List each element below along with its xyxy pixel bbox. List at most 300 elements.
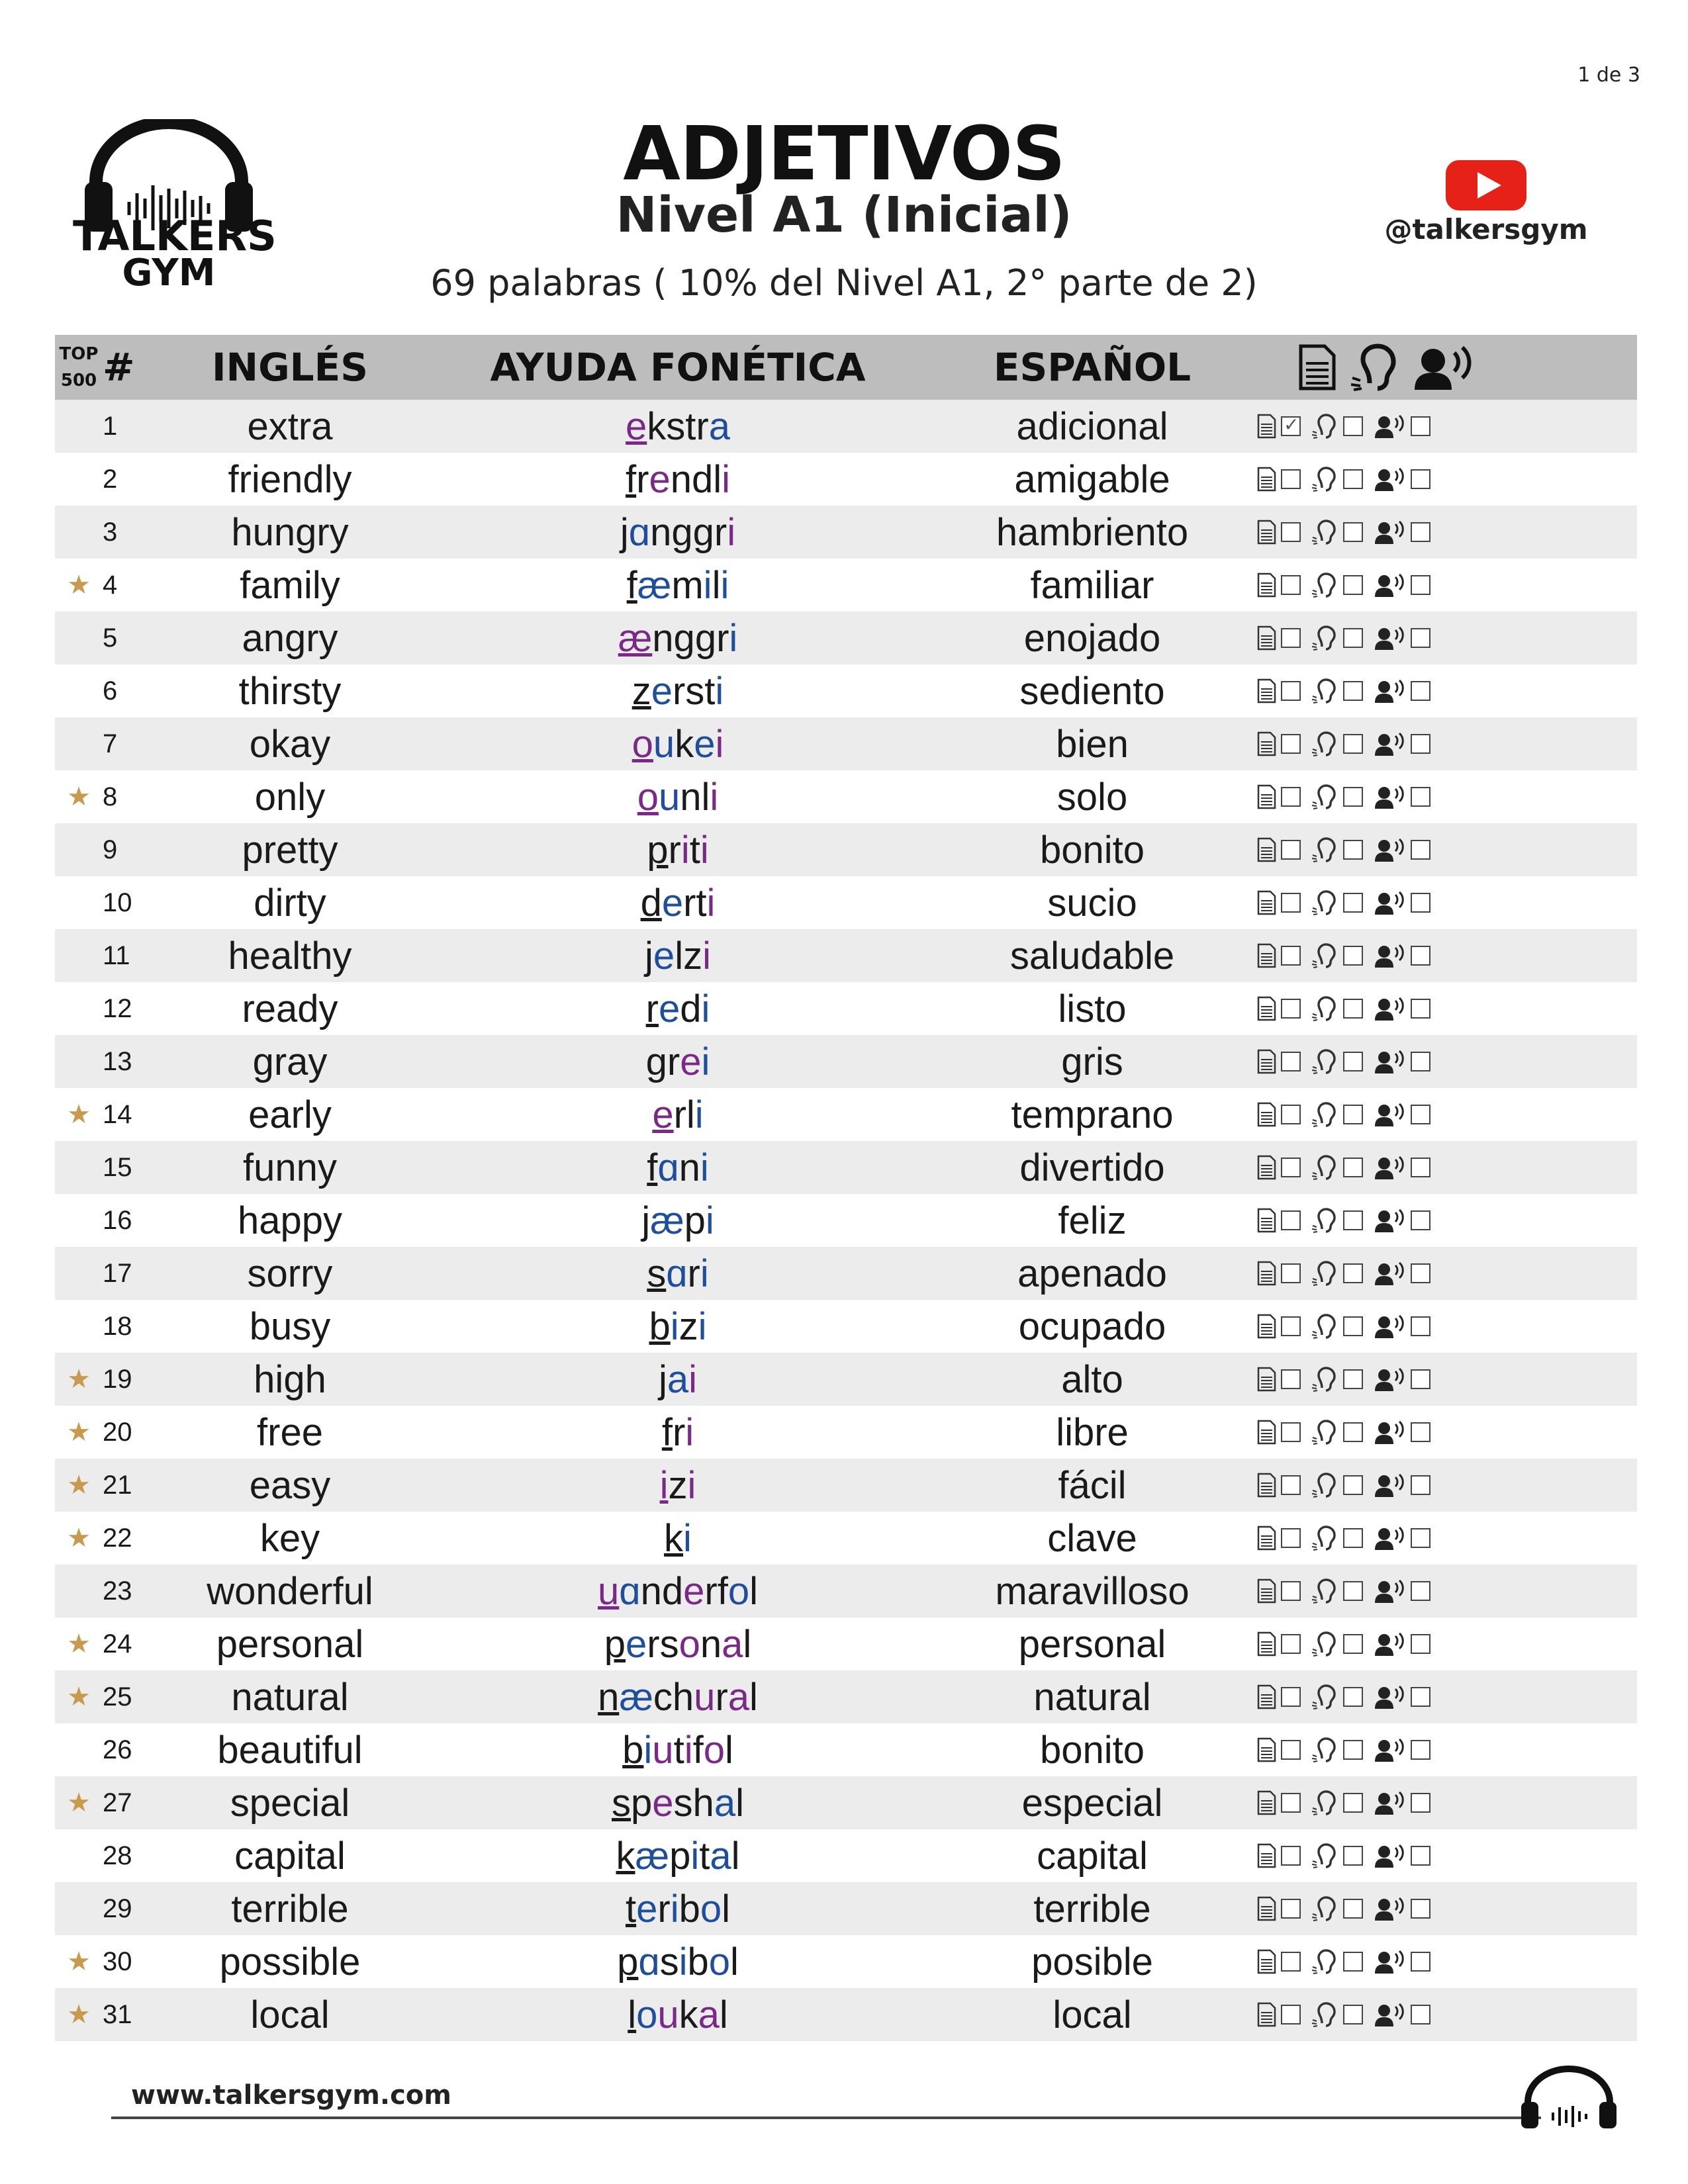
speak-checkbox[interactable] bbox=[1411, 1052, 1430, 1071]
row-number: 28 bbox=[103, 1841, 132, 1870]
read-checkbox[interactable] bbox=[1281, 1210, 1301, 1230]
listen-checkbox[interactable] bbox=[1343, 1316, 1363, 1336]
speak-checkbox[interactable] bbox=[1411, 2005, 1430, 2025]
english-word: sorry bbox=[247, 1251, 333, 1295]
speak-checkbox[interactable] bbox=[1411, 946, 1430, 966]
ear-listen-icon bbox=[1311, 1049, 1339, 1074]
read-checkbox[interactable] bbox=[1281, 999, 1301, 1019]
row-number: 6 bbox=[103, 676, 118, 705]
listen-checkbox[interactable] bbox=[1343, 1475, 1363, 1495]
listen-checkbox[interactable] bbox=[1343, 1422, 1363, 1442]
speak-checkbox[interactable] bbox=[1411, 1263, 1430, 1283]
progress-checkboxes bbox=[1246, 400, 1637, 453]
spanish-word: listo bbox=[1058, 987, 1127, 1030]
ear-listen-icon bbox=[1311, 1367, 1339, 1392]
speaking-person-icon bbox=[1374, 1525, 1407, 1551]
english-word: healthy bbox=[228, 934, 352, 978]
progress-checkboxes bbox=[1246, 1353, 1637, 1406]
phonetic-hint: zersti bbox=[632, 669, 724, 713]
progress-checkboxes bbox=[1246, 823, 1637, 876]
logo-line1: TALKERS bbox=[73, 212, 277, 260]
speak-checkbox[interactable] bbox=[1411, 840, 1430, 860]
spanish-word: solo bbox=[1056, 775, 1128, 819]
star-icon: ★ bbox=[67, 782, 91, 811]
spanish-word: saludable bbox=[1009, 934, 1175, 978]
speak-checkbox[interactable] bbox=[1411, 1899, 1430, 1919]
listen-checkbox[interactable] bbox=[1343, 1634, 1363, 1654]
listen-checkbox[interactable] bbox=[1343, 575, 1363, 595]
read-checkbox[interactable] bbox=[1281, 946, 1301, 966]
progress-checkboxes bbox=[1246, 1300, 1637, 1353]
phonetic-hint: fɑni bbox=[647, 1146, 709, 1189]
read-checkbox[interactable] bbox=[1281, 1634, 1301, 1654]
speaking-person-icon bbox=[1374, 625, 1407, 651]
progress-checkboxes bbox=[1246, 1512, 1637, 1565]
document-icon bbox=[1256, 1737, 1277, 1762]
english-word: high bbox=[254, 1357, 326, 1401]
ear-listen-icon bbox=[1311, 414, 1339, 439]
vocabulary-table bbox=[55, 335, 1637, 2041]
read-checkbox[interactable] bbox=[1281, 787, 1301, 807]
read-checkbox[interactable] bbox=[1281, 416, 1301, 436]
speaking-person-icon bbox=[1374, 1102, 1407, 1127]
read-checkbox[interactable] bbox=[1281, 1105, 1301, 1124]
listen-checkbox[interactable] bbox=[1343, 1158, 1363, 1177]
vocabulary-rows bbox=[55, 400, 1637, 2041]
speak-checkbox[interactable] bbox=[1411, 628, 1430, 648]
document-icon bbox=[1256, 943, 1277, 968]
document-icon bbox=[1293, 343, 1340, 391]
document-icon bbox=[1256, 678, 1277, 704]
speaking-person-icon bbox=[1374, 1314, 1407, 1339]
row-number: 29 bbox=[103, 1893, 132, 1923]
listen-checkbox[interactable] bbox=[1343, 1846, 1363, 1866]
read-checkbox[interactable] bbox=[1281, 1528, 1301, 1548]
read-checkbox[interactable] bbox=[1281, 840, 1301, 860]
speak-checkbox[interactable] bbox=[1411, 1105, 1430, 1124]
table-row bbox=[55, 1459, 1637, 1512]
speak-checkbox[interactable] bbox=[1411, 893, 1430, 913]
spanish-word: especial bbox=[1021, 1781, 1163, 1825]
top500-star-cell bbox=[55, 717, 103, 770]
read-checkbox[interactable] bbox=[1281, 1369, 1301, 1389]
spanish-word: familiar bbox=[1030, 563, 1154, 607]
table-row bbox=[55, 400, 1637, 453]
row-number: 17 bbox=[103, 1258, 132, 1288]
top500-star-cell bbox=[55, 770, 103, 823]
row-number: 19 bbox=[103, 1364, 132, 1394]
speak-checkbox[interactable] bbox=[1411, 1369, 1430, 1389]
star-icon: ★ bbox=[67, 570, 91, 600]
spanish-word: terrible bbox=[1033, 1887, 1151, 1931]
phonetic-hint: redi bbox=[645, 987, 710, 1030]
top500-star-cell bbox=[55, 876, 103, 929]
row-number: 10 bbox=[103, 887, 132, 917]
ear-listen-icon bbox=[1350, 343, 1403, 391]
read-checkbox[interactable] bbox=[1281, 1899, 1301, 1919]
listen-checkbox[interactable] bbox=[1343, 2005, 1363, 2025]
row-number: 7 bbox=[103, 729, 118, 758]
star-icon: ★ bbox=[67, 1365, 91, 1394]
listen-checkbox[interactable] bbox=[1343, 1263, 1363, 1283]
speaking-person-icon bbox=[1374, 1367, 1407, 1392]
top500-star-cell bbox=[55, 1459, 103, 1512]
footer-headphones-icon bbox=[1516, 2064, 1622, 2130]
top500-star-cell bbox=[55, 559, 103, 612]
table-row bbox=[55, 664, 1637, 717]
read-checkbox[interactable] bbox=[1281, 1740, 1301, 1760]
table-row bbox=[55, 1300, 1637, 1353]
top500-star-cell bbox=[55, 400, 103, 453]
phonetic-hint: pɑsibol bbox=[617, 1940, 739, 1983]
phonetic-hint: personal bbox=[604, 1622, 752, 1666]
document-icon bbox=[1256, 414, 1277, 439]
row-number: 22 bbox=[103, 1523, 132, 1553]
listen-checkbox[interactable] bbox=[1343, 1210, 1363, 1230]
read-checkbox[interactable] bbox=[1281, 1793, 1301, 1813]
speak-checkbox[interactable] bbox=[1411, 1422, 1430, 1442]
ear-listen-icon bbox=[1311, 1949, 1339, 1974]
listen-checkbox[interactable] bbox=[1343, 1052, 1363, 1071]
listen-checkbox[interactable] bbox=[1343, 522, 1363, 542]
speak-checkbox[interactable] bbox=[1411, 999, 1430, 1019]
row-number: 23 bbox=[103, 1576, 132, 1606]
header-top-line1: TOP bbox=[59, 344, 99, 364]
read-checkbox[interactable] bbox=[1281, 734, 1301, 754]
star-icon: ★ bbox=[67, 1682, 91, 1711]
listen-checkbox[interactable] bbox=[1343, 840, 1363, 860]
document-icon bbox=[1256, 1684, 1277, 1709]
read-checkbox[interactable] bbox=[1281, 1316, 1301, 1336]
phonetic-hint: teribol bbox=[625, 1887, 731, 1931]
speak-checkbox[interactable] bbox=[1411, 1687, 1430, 1707]
speaking-person-icon bbox=[1374, 1631, 1407, 1657]
read-checkbox[interactable] bbox=[1281, 522, 1301, 542]
document-icon bbox=[1256, 784, 1277, 809]
speak-checkbox[interactable] bbox=[1411, 1634, 1430, 1654]
table-row bbox=[55, 1194, 1637, 1247]
phonetic-hint: speshal bbox=[612, 1781, 744, 1825]
spanish-word: bien bbox=[1056, 722, 1129, 766]
speak-checkbox[interactable] bbox=[1411, 1158, 1430, 1177]
top500-star-cell bbox=[55, 612, 103, 664]
listen-checkbox[interactable] bbox=[1343, 1581, 1363, 1601]
read-checkbox[interactable] bbox=[1281, 1846, 1301, 1866]
listen-checkbox[interactable] bbox=[1343, 1952, 1363, 1972]
english-word: gray bbox=[252, 1040, 328, 1083]
progress-checkboxes bbox=[1246, 1935, 1637, 1988]
spanish-word: local bbox=[1053, 1993, 1132, 2036]
speak-checkbox[interactable] bbox=[1411, 522, 1430, 542]
spanish-word: bonito bbox=[1039, 1728, 1145, 1772]
speak-checkbox[interactable] bbox=[1411, 1316, 1430, 1336]
row-number: 5 bbox=[103, 623, 118, 653]
speaking-person-icon bbox=[1374, 1049, 1407, 1074]
page-subtitle: Nivel A1 (Inicial) bbox=[616, 187, 1072, 244]
speak-checkbox[interactable] bbox=[1411, 1793, 1430, 1813]
speak-checkbox[interactable] bbox=[1411, 1846, 1430, 1866]
listen-checkbox[interactable] bbox=[1343, 469, 1363, 489]
document-icon bbox=[1256, 1208, 1277, 1233]
speak-checkbox[interactable] bbox=[1411, 1581, 1430, 1601]
speaking-person-icon bbox=[1374, 1473, 1407, 1498]
row-number: 2 bbox=[103, 464, 118, 494]
listen-checkbox[interactable] bbox=[1343, 893, 1363, 913]
progress-checkboxes bbox=[1246, 1723, 1637, 1776]
english-word: special bbox=[230, 1781, 350, 1825]
progress-checkboxes bbox=[1246, 1194, 1637, 1247]
top500-star-cell bbox=[55, 1088, 103, 1141]
speaking-person-icon bbox=[1374, 1896, 1407, 1921]
listen-checkbox[interactable] bbox=[1343, 1687, 1363, 1707]
document-icon bbox=[1256, 1102, 1277, 1127]
star-icon: ★ bbox=[67, 1100, 91, 1129]
youtube-handle[interactable]: @talkersgym bbox=[1384, 213, 1588, 246]
english-word: busy bbox=[249, 1304, 331, 1348]
document-icon bbox=[1256, 731, 1277, 756]
phonetic-hint: biutifol bbox=[622, 1728, 733, 1772]
document-icon bbox=[1256, 1420, 1277, 1445]
speaking-person-icon bbox=[1374, 467, 1407, 492]
phonetic-hint: erli bbox=[652, 1093, 704, 1136]
speaking-person-icon bbox=[1374, 1843, 1407, 1868]
footer-divider bbox=[111, 2116, 1541, 2119]
speak-checkbox[interactable] bbox=[1411, 416, 1430, 436]
read-checkbox[interactable] bbox=[1281, 893, 1301, 913]
read-checkbox[interactable] bbox=[1281, 1052, 1301, 1071]
speak-checkbox[interactable] bbox=[1411, 1528, 1430, 1548]
english-word: local bbox=[250, 1993, 330, 2036]
header-icons bbox=[1246, 335, 1637, 400]
ear-listen-icon bbox=[1311, 943, 1339, 968]
listen-checkbox[interactable] bbox=[1343, 1528, 1363, 1548]
ear-listen-icon bbox=[1311, 520, 1339, 545]
english-word: possible bbox=[219, 1940, 361, 1983]
top500-star-cell bbox=[55, 929, 103, 982]
row-number: 3 bbox=[103, 517, 118, 547]
table-row bbox=[55, 1776, 1637, 1829]
listen-checkbox[interactable] bbox=[1343, 999, 1363, 1019]
website-link[interactable]: www.talkersgym.com bbox=[131, 2080, 451, 2111]
read-checkbox[interactable] bbox=[1281, 1952, 1301, 1972]
row-number: 16 bbox=[103, 1205, 132, 1235]
progress-checkboxes bbox=[1246, 1565, 1637, 1617]
top500-star-cell bbox=[55, 1353, 103, 1406]
speak-checkbox[interactable] bbox=[1411, 1952, 1430, 1972]
english-word: okay bbox=[249, 722, 331, 766]
row-number: 26 bbox=[103, 1735, 132, 1764]
speaking-person-icon bbox=[1374, 414, 1407, 439]
speak-checkbox[interactable] bbox=[1411, 469, 1430, 489]
ear-listen-icon bbox=[1311, 890, 1339, 915]
row-number: 24 bbox=[103, 1629, 132, 1659]
top500-star-cell bbox=[55, 453, 103, 506]
english-word: key bbox=[259, 1516, 320, 1560]
phonetic-hint: jai bbox=[658, 1357, 698, 1401]
top500-star-cell bbox=[55, 1247, 103, 1300]
speaking-person-icon bbox=[1374, 520, 1407, 545]
document-icon bbox=[1256, 1367, 1277, 1392]
ear-listen-icon bbox=[1311, 1684, 1339, 1709]
phonetic-hint: fri bbox=[661, 1410, 694, 1454]
ear-listen-icon bbox=[1311, 1420, 1339, 1445]
read-checkbox[interactable] bbox=[1281, 469, 1301, 489]
spanish-word: maravilloso bbox=[995, 1569, 1190, 1613]
spanish-word: enojado bbox=[1023, 616, 1161, 660]
document-icon bbox=[1256, 1314, 1277, 1339]
listen-checkbox[interactable] bbox=[1343, 628, 1363, 648]
english-word: easy bbox=[249, 1463, 331, 1507]
speak-checkbox[interactable] bbox=[1411, 734, 1430, 754]
header-english: INGLÉS bbox=[211, 345, 369, 390]
speak-checkbox[interactable] bbox=[1411, 575, 1430, 595]
page-title: ADJETIVOS bbox=[623, 111, 1065, 197]
spanish-word: personal bbox=[1018, 1622, 1166, 1666]
progress-checkboxes bbox=[1246, 717, 1637, 770]
table-row bbox=[55, 1406, 1637, 1459]
top500-star-cell bbox=[55, 1882, 103, 1935]
row-number: 11 bbox=[103, 940, 130, 970]
speak-checkbox[interactable] bbox=[1411, 1740, 1430, 1760]
ear-listen-icon bbox=[1311, 1208, 1339, 1233]
listen-checkbox[interactable] bbox=[1343, 1899, 1363, 1919]
progress-checkboxes bbox=[1246, 929, 1637, 982]
ear-listen-icon bbox=[1311, 1155, 1339, 1180]
speaking-person-icon bbox=[1374, 678, 1407, 704]
read-checkbox[interactable] bbox=[1281, 1422, 1301, 1442]
progress-checkboxes bbox=[1246, 1406, 1637, 1459]
top500-star-cell bbox=[55, 1512, 103, 1565]
row-number: 25 bbox=[103, 1682, 132, 1711]
ear-listen-icon bbox=[1311, 1790, 1339, 1815]
top500-star-cell bbox=[55, 1829, 103, 1882]
document-icon bbox=[1256, 2002, 1277, 2027]
star-icon: ★ bbox=[67, 1471, 91, 1500]
table-row bbox=[55, 1088, 1637, 1141]
speaking-person-icon bbox=[1374, 1684, 1407, 1709]
speaking-person-icon bbox=[1374, 837, 1407, 862]
english-word: personal bbox=[216, 1622, 364, 1666]
speaking-person-icon bbox=[1374, 890, 1407, 915]
star-icon: ★ bbox=[67, 1788, 91, 1817]
ear-listen-icon bbox=[1311, 1737, 1339, 1762]
english-word: only bbox=[254, 775, 326, 819]
progress-checkboxes bbox=[1246, 1988, 1637, 2041]
speak-checkbox[interactable] bbox=[1411, 1475, 1430, 1495]
read-checkbox[interactable] bbox=[1281, 681, 1301, 701]
speak-checkbox[interactable] bbox=[1411, 1210, 1430, 1230]
page-description: 69 palabras ( 10% del Nivel A1, 2° parte de 2) bbox=[430, 262, 1258, 304]
read-checkbox[interactable] bbox=[1281, 1475, 1301, 1495]
listen-checkbox[interactable] bbox=[1343, 1105, 1363, 1124]
top500-star-cell bbox=[55, 1194, 103, 1247]
row-number: 12 bbox=[103, 993, 132, 1023]
speak-checkbox[interactable] bbox=[1411, 681, 1430, 701]
read-checkbox[interactable] bbox=[1281, 575, 1301, 595]
phonetic-hint: bizi bbox=[649, 1304, 707, 1348]
speaking-person-icon bbox=[1374, 1790, 1407, 1815]
document-icon bbox=[1256, 625, 1277, 651]
read-checkbox[interactable] bbox=[1281, 1158, 1301, 1177]
table-row bbox=[55, 982, 1637, 1035]
ear-listen-icon bbox=[1311, 1578, 1339, 1604]
progress-checkboxes bbox=[1246, 876, 1637, 929]
read-checkbox[interactable] bbox=[1281, 1687, 1301, 1707]
listen-checkbox[interactable] bbox=[1343, 1740, 1363, 1760]
read-checkbox[interactable] bbox=[1281, 1581, 1301, 1601]
progress-checkboxes bbox=[1246, 1882, 1637, 1935]
progress-checkboxes bbox=[1246, 612, 1637, 664]
speaking-person-icon bbox=[1374, 1261, 1407, 1286]
top500-star-cell bbox=[55, 664, 103, 717]
phonetic-hint: loukal bbox=[628, 1993, 728, 2036]
document-icon bbox=[1256, 1261, 1277, 1286]
phonetic-hint: ekstra bbox=[626, 404, 730, 448]
spanish-word: capital bbox=[1037, 1834, 1148, 1878]
table-header-row bbox=[55, 335, 1637, 400]
spanish-word: fácil bbox=[1058, 1463, 1127, 1507]
speaking-person-icon bbox=[1374, 731, 1407, 756]
row-number: 20 bbox=[103, 1417, 132, 1447]
row-number: 9 bbox=[103, 835, 118, 864]
read-checkbox[interactable] bbox=[1281, 628, 1301, 648]
row-number: 1 bbox=[103, 411, 118, 441]
speaking-person-icon bbox=[1374, 1578, 1407, 1604]
header-phonetic: AYUDA FONÉTICA bbox=[490, 345, 866, 390]
progress-checkboxes bbox=[1246, 1459, 1637, 1512]
speaking-person-icon bbox=[1374, 1208, 1407, 1233]
document-icon bbox=[1256, 1473, 1277, 1498]
listen-checkbox[interactable] bbox=[1343, 1793, 1363, 1813]
listen-checkbox[interactable] bbox=[1343, 787, 1363, 807]
read-checkbox[interactable] bbox=[1281, 1263, 1301, 1283]
spanish-word: temprano bbox=[1011, 1093, 1174, 1136]
listen-checkbox[interactable] bbox=[1343, 1369, 1363, 1389]
english-word: funny bbox=[243, 1146, 337, 1189]
progress-checkboxes bbox=[1246, 1617, 1637, 1670]
progress-checkboxes bbox=[1246, 453, 1637, 506]
ear-listen-icon bbox=[1311, 837, 1339, 862]
table-row bbox=[55, 1988, 1637, 2041]
english-word: early bbox=[248, 1093, 332, 1136]
phonetic-hint: ounli bbox=[637, 775, 719, 819]
listen-checkbox[interactable] bbox=[1343, 734, 1363, 754]
phonetic-hint: frendli bbox=[625, 457, 731, 501]
ear-listen-icon bbox=[1311, 625, 1339, 651]
listen-checkbox[interactable] bbox=[1343, 681, 1363, 701]
listen-checkbox[interactable] bbox=[1343, 416, 1363, 436]
listen-checkbox[interactable] bbox=[1343, 946, 1363, 966]
read-checkbox[interactable] bbox=[1281, 2005, 1301, 2025]
phonetic-hint: næchural bbox=[598, 1675, 758, 1719]
ear-listen-icon bbox=[1311, 1102, 1339, 1127]
progress-checkboxes bbox=[1246, 506, 1637, 559]
spanish-word: adicional bbox=[1016, 404, 1168, 448]
top500-star-cell bbox=[55, 1141, 103, 1194]
row-number: 31 bbox=[103, 1999, 132, 2029]
speak-checkbox[interactable] bbox=[1411, 787, 1430, 807]
spanish-word: ocupado bbox=[1018, 1304, 1166, 1348]
english-word: free bbox=[257, 1410, 323, 1454]
top500-star-cell bbox=[55, 1035, 103, 1088]
youtube-icon[interactable] bbox=[1443, 158, 1529, 213]
star-icon: ★ bbox=[67, 1418, 91, 1447]
ear-listen-icon bbox=[1311, 1314, 1339, 1339]
progress-checkboxes bbox=[1246, 664, 1637, 717]
phonetic-hint: kæpital bbox=[616, 1834, 740, 1878]
spanish-word: divertido bbox=[1019, 1146, 1165, 1189]
ear-listen-icon bbox=[1311, 731, 1339, 756]
